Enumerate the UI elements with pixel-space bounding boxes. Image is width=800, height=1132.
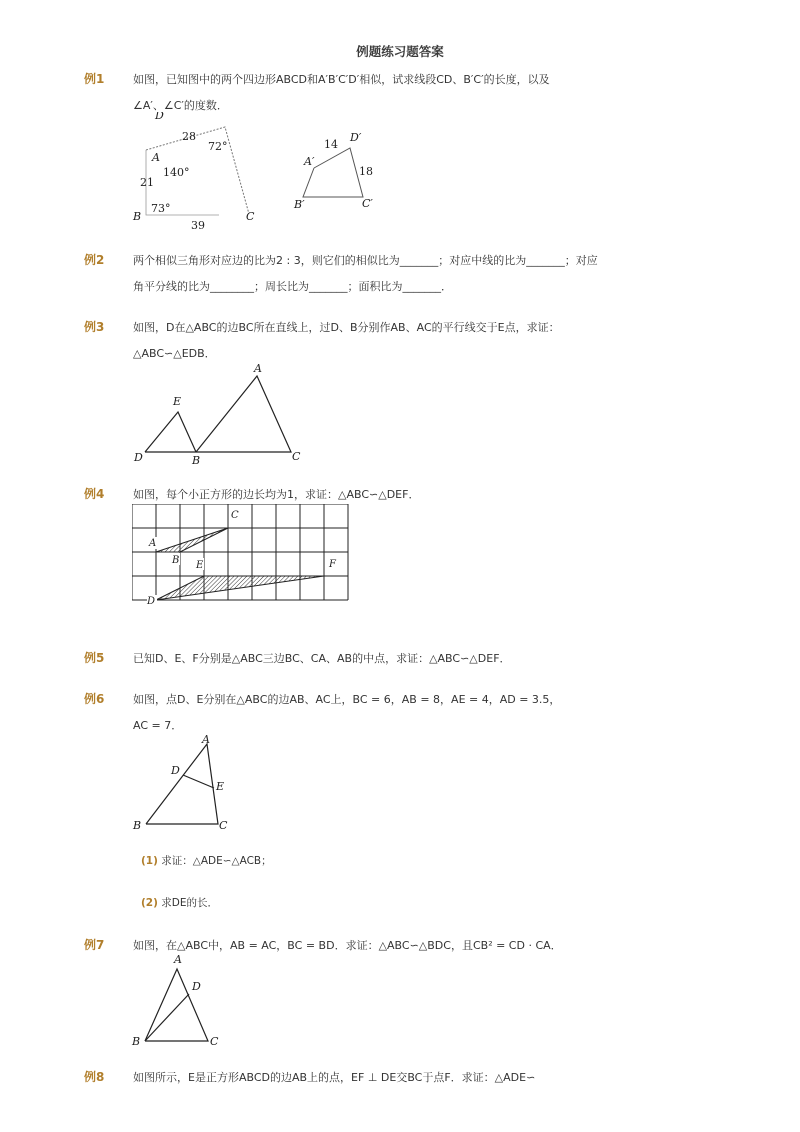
example-6-label: 例6: [84, 692, 105, 706]
label-b: B: [192, 454, 201, 467]
label-c: C: [231, 510, 239, 521]
triangle-abc: [145, 376, 291, 452]
label-b: B: [172, 555, 180, 566]
example-8-label: 例8: [84, 1070, 105, 1084]
label-d: D: [171, 764, 180, 777]
label-d: D: [155, 112, 164, 122]
part-1-number: (1): [141, 855, 158, 867]
label-f: F: [329, 559, 336, 570]
label-d-prime: D′: [350, 131, 362, 144]
angle-d-value: 72°: [208, 140, 228, 153]
label-e: E: [196, 560, 204, 571]
label-b: B: [133, 210, 142, 223]
angle-a-value: 140°: [163, 166, 190, 179]
example-2-text-line-1: 两个相似三角形对应边的比为2 : 3，则它们的相似比为_______；对应中线的比为_______；对应: [133, 254, 598, 267]
example-6-figure: [128, 730, 238, 835]
side-a1d1-length: 14: [324, 138, 338, 151]
example-4-text-line-1: 如图，每个小正方形的边长均为1，求证：△ABC∽△DEF．: [133, 488, 420, 501]
example-6-text-line-2: AC = 7．: [133, 719, 183, 732]
label-d: D: [134, 451, 143, 464]
label-a: A: [149, 538, 157, 549]
label-a-prime: A′: [304, 155, 315, 168]
label-b-prime: B′: [294, 198, 305, 211]
example-6-part-2: [141, 895, 218, 910]
side-bc-length: 39: [191, 219, 205, 232]
example-5-label: 例5: [84, 651, 105, 665]
example-3-text-line-2: △ABC∽△EDB．: [133, 347, 216, 360]
label-e: E: [216, 780, 225, 793]
example-1-label: 例1: [84, 72, 105, 86]
label-b: B: [133, 819, 142, 832]
example-4-grid-figure: [132, 504, 354, 628]
side-ab-length: 21: [140, 176, 154, 189]
part-1-text: 求证：△ADE∽△ACB；: [161, 855, 272, 867]
example-2-text-line-2: 角平分线的比为________；周长比为_______；面积比为_______．: [133, 280, 452, 293]
example-3-figure: [128, 360, 308, 470]
example-7-text-line-1: 如图，在△ABC中，AB = AC，BC = BD．求证：△ABC∽△BDC，且CB² = CD · CA．: [133, 939, 562, 952]
label-c-prime: C′: [362, 197, 373, 210]
label-a: A: [202, 733, 210, 746]
label-c: C: [210, 1035, 219, 1048]
angle-b-value: 73°: [151, 202, 171, 215]
label-e: E: [173, 395, 182, 408]
label-b: B: [132, 1035, 141, 1048]
segment-de: [183, 775, 214, 788]
part-2-text: 求DE的长．: [161, 897, 218, 909]
example-7-label: 例7: [84, 938, 105, 952]
example-6-part-1: [141, 853, 272, 868]
label-a: A: [174, 953, 182, 966]
side-ad-length: 28: [182, 130, 196, 143]
page-title: 例题练习题答案: [356, 44, 444, 59]
example-2-label: 例2: [84, 253, 105, 267]
label-c: C: [219, 819, 228, 832]
example-1-text-line-1: 如图，已知图中的两个四边形ABCD和A′B′C′D′相似，试求线段CD、B′C′的长度，以及: [133, 73, 550, 86]
quad-abcd-edges-top: [146, 127, 249, 214]
label-a: A: [254, 362, 262, 375]
example-6-text-line-1: 如图，点D、E分别在△ABC的边AB、AC上，BC = 6，AB = 8，AE = 4，AD = 3.5，: [133, 693, 561, 706]
triangle-abc: [156, 528, 228, 552]
example-1-figure-left: [128, 112, 278, 232]
example-4-label: 例4: [84, 487, 105, 501]
example-7-figure: [128, 950, 228, 1050]
example-5-text-line-1: 已知D、E、F分别是△ABC三边BC、CA、AB的中点，求证：△ABC∽△DEF．: [133, 652, 511, 665]
triangle-edb: [145, 412, 196, 452]
example-8-text-line-1: 如图所示，E是正方形ABCD的边AB上的点，EF ⊥ DE交BC于点F．求证：△ADE∽: [133, 1071, 536, 1084]
example-1-text-line-2: ∠A′、∠C′的度数．: [133, 99, 228, 112]
label-a: A: [152, 151, 160, 164]
label-c: C: [246, 210, 255, 223]
segment-bd: [145, 994, 189, 1041]
example-3-text-line-1: 如图，D在△ABC的边BC所在直线上，过D、B分别作AB、AC的平行线交于E点，求证：: [133, 321, 560, 334]
label-d: D: [192, 980, 201, 993]
label-c: C: [292, 450, 301, 463]
part-2-number: (2): [141, 897, 158, 909]
side-d1c1-length: 18: [359, 165, 373, 178]
triangle-def: [156, 576, 324, 600]
example-1-figure-right: [292, 125, 392, 215]
example-3-label: 例3: [84, 320, 105, 334]
label-d: D: [147, 596, 156, 607]
triangle-abc: [146, 744, 218, 824]
